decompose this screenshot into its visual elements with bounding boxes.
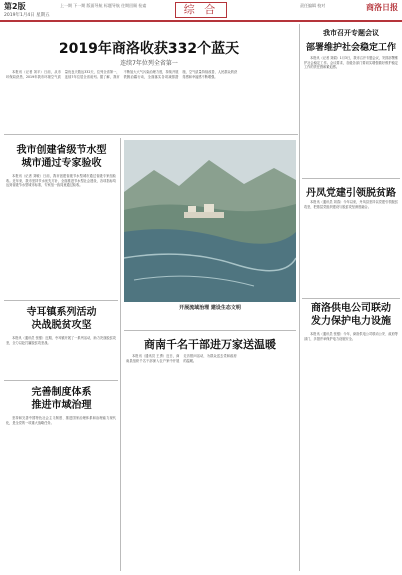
editor-credit: 责任编辑 校对: [300, 3, 326, 8]
water-city-title: 我市创建省级节水型 城市通过专家验收: [16, 145, 107, 169]
section-label: 综 合: [175, 2, 227, 18]
meeting-headline: 部署维护社会稳定工作: [305, 43, 396, 53]
lead-headline: 2019年商洛收获332个蓝天: [58, 41, 240, 57]
cadres-title: 商南千名干部进万家送温暖: [144, 338, 276, 351]
meeting-kicker: 我市召开专题会议: [323, 29, 379, 37]
power-supply-body: 本报讯（通讯员 张强）今年，商洛供电公司联动公安、政府等部门，多措并举保护电力设施安全。: [304, 332, 398, 341]
photo-caption: 开展流域治理 建设生态文明: [179, 305, 241, 311]
meeting-body: 本报讯（记者 刘娟）1月3日，我市召开专题会议，安排部署维护社会稳定工作。会议要求，各级各部门要切实增强做好维护稳定工作的责任感和紧迫感。: [304, 56, 398, 70]
temple-town-body: 本报讯（通讯员 张强）近期，寺耳镇开展了一系列活动，助力决战脱贫攻坚，全力以赴打赢脱贫攻坚战。: [6, 336, 116, 345]
page-number: 第2版: [4, 2, 26, 11]
cadres-body: 本报讯（通讯员 王勇）近日，商南县组织千名干部深入农户家中开展走访慰问活动，为群众送去党和政府的温暖。: [126, 354, 237, 363]
system-title: 完善制度体系 推进市域治理: [31, 387, 92, 411]
lead-subhead: 连续7年位列全省第一: [120, 60, 178, 67]
river-photo: [124, 140, 296, 302]
water-city-body: 本报讯（记者 刘敏）日前，我市创建省级节水型城市通过省级专家组验收。近年来，我市坚持节水优先方针，全面推进节水型社会建设，各项指标均达到省级节水型城市标准，专家组一致同意通过验收。: [6, 174, 116, 188]
system-body: 坚持和完善中国特色社会主义制度、推进国家治理体系和治理能力现代化，是全党的一项重大战略任务。: [6, 416, 116, 425]
power-supply-title: 商洛供电公司联动 发力保护电力设施: [311, 303, 391, 327]
danfeng-title: 丹凤党建引领脱贫路: [306, 188, 396, 199]
masthead: [0, 0, 402, 22]
lead-article-body: 本报讯（记者 刘平）日前，从市环保局获悉，2019年我市环境空气质量优良天数达332天，位列全省第一，连续7年位居全省前列。据了解，我市不断加大大气污染治理力度，持续开展铁腕治霾行动，全面落实各项减排措施，空气质量持续改善，人民群众的获得感和幸福感不断增强。: [6, 70, 238, 79]
page-navigation[interactable]: 上一期 下一期 版面导航 标题导航 往期回顾 检索: [60, 3, 147, 8]
newspaper-logo: 商洛日报: [366, 2, 398, 12]
temple-town-title: 寺耳镇系列活动 决战脱贫攻坚: [26, 307, 97, 331]
page-date: 2019年1月4日 星期五: [4, 13, 50, 18]
danfeng-body: 本报讯（通讯员 刘春）今年以来，丹凤县坚持以党建引领脱贫攻坚，把基层党组织建设与脱贫攻坚深度融合。: [304, 200, 398, 209]
